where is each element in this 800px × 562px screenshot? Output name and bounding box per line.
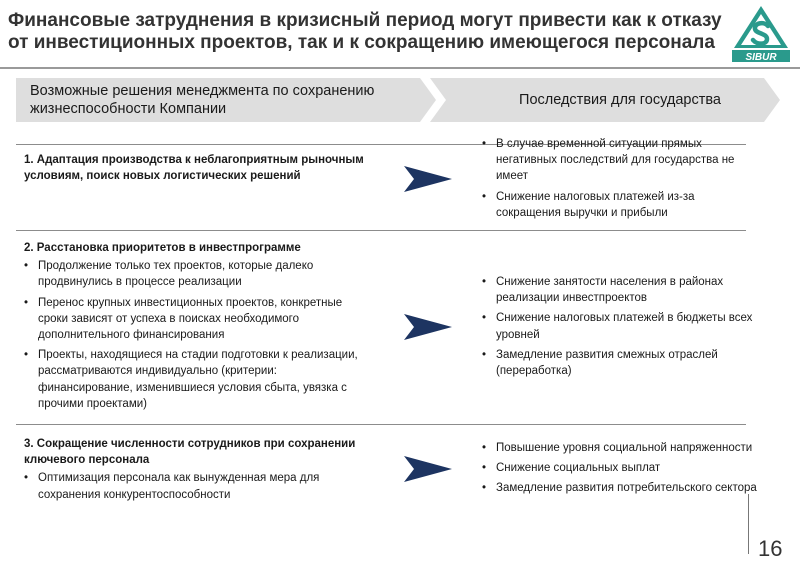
consequence-item: • Повышение уровня социальной напряженности xyxy=(482,440,762,456)
consequence-item: • Снижение налоговых платежей в бюджеты всех уровней xyxy=(482,310,762,342)
row-2-heading: 2. Расстановка приоритетов в инвестпрограмме xyxy=(24,242,301,254)
consequence-item: • Снижение социальных выплат xyxy=(482,460,762,476)
consequence-item: • Замедление развития смежных отраслей (переработка) xyxy=(482,347,762,379)
row-3-measures xyxy=(24,436,374,507)
slide-title: Финансовые затруднения в кризисный период могут привести как к отказу от инвестиционных проектов, так и к сокращению имеющегося персонала xyxy=(8,10,722,53)
title-divider xyxy=(0,67,800,69)
measure-item: • Перенос крупных инвестиционных проектов, конкретные сроки зависят от успеха в поисках необходимого дополнительного финансирования xyxy=(24,295,374,344)
row-3-consequences xyxy=(482,440,762,501)
sibur-logo-icon xyxy=(730,4,792,64)
right-arrow-icon xyxy=(404,164,452,194)
right-arrow-icon xyxy=(404,312,452,342)
right-arrow-icon xyxy=(404,454,452,484)
logo-text: SIBUR xyxy=(745,52,777,63)
consequence-item: • Снижение занятости населения в районах реализации инвестпроектов xyxy=(482,274,762,306)
consequence-item: • Снижение налоговых платежей из-за сокращения выручки и прибыли xyxy=(482,189,762,221)
measure-item: • Проекты, находящиеся на стадии подготовки к реализации, рассматриваются индивидуально (критерии: финансирование, изменившиеся условия сбыта, увязка с прочими проектами) xyxy=(24,347,374,412)
row-separator xyxy=(16,424,746,425)
footer-divider xyxy=(748,494,749,554)
consequence-item: • В случае временной ситуации прямых негативных последствий для государства не имеет xyxy=(482,136,762,185)
row-1-measures xyxy=(24,152,374,186)
header-right-band xyxy=(430,78,780,122)
row-1-consequences xyxy=(482,136,762,225)
row-3-heading: 3. Сокращение численности сотрудников при сохранении ключевого персонала xyxy=(24,438,356,467)
row-2-measures xyxy=(24,240,374,416)
consequence-item: • Замедление развития потребительского сектора xyxy=(482,480,762,496)
row-1-heading: 1. Адаптация производства к неблагоприятным рыночным условиям, поиск новых логистических решений xyxy=(24,154,364,183)
measure-item: • Продолжение только тех проектов, которые далеко продвинулись в процессе реализации xyxy=(24,258,374,290)
header-left-label: Возможные решения менеджмента по сохранению жизнеспособности Компании xyxy=(30,83,375,117)
header-left-band xyxy=(16,78,436,122)
header-right-label: Последствия для государства xyxy=(519,92,721,108)
measure-item: • Оптимизация персонала как вынужденная мера для сохранения конкурентоспособности xyxy=(24,470,374,502)
row-2-consequences xyxy=(482,274,762,383)
row-separator xyxy=(16,230,746,231)
page-number: 16 xyxy=(758,536,783,561)
